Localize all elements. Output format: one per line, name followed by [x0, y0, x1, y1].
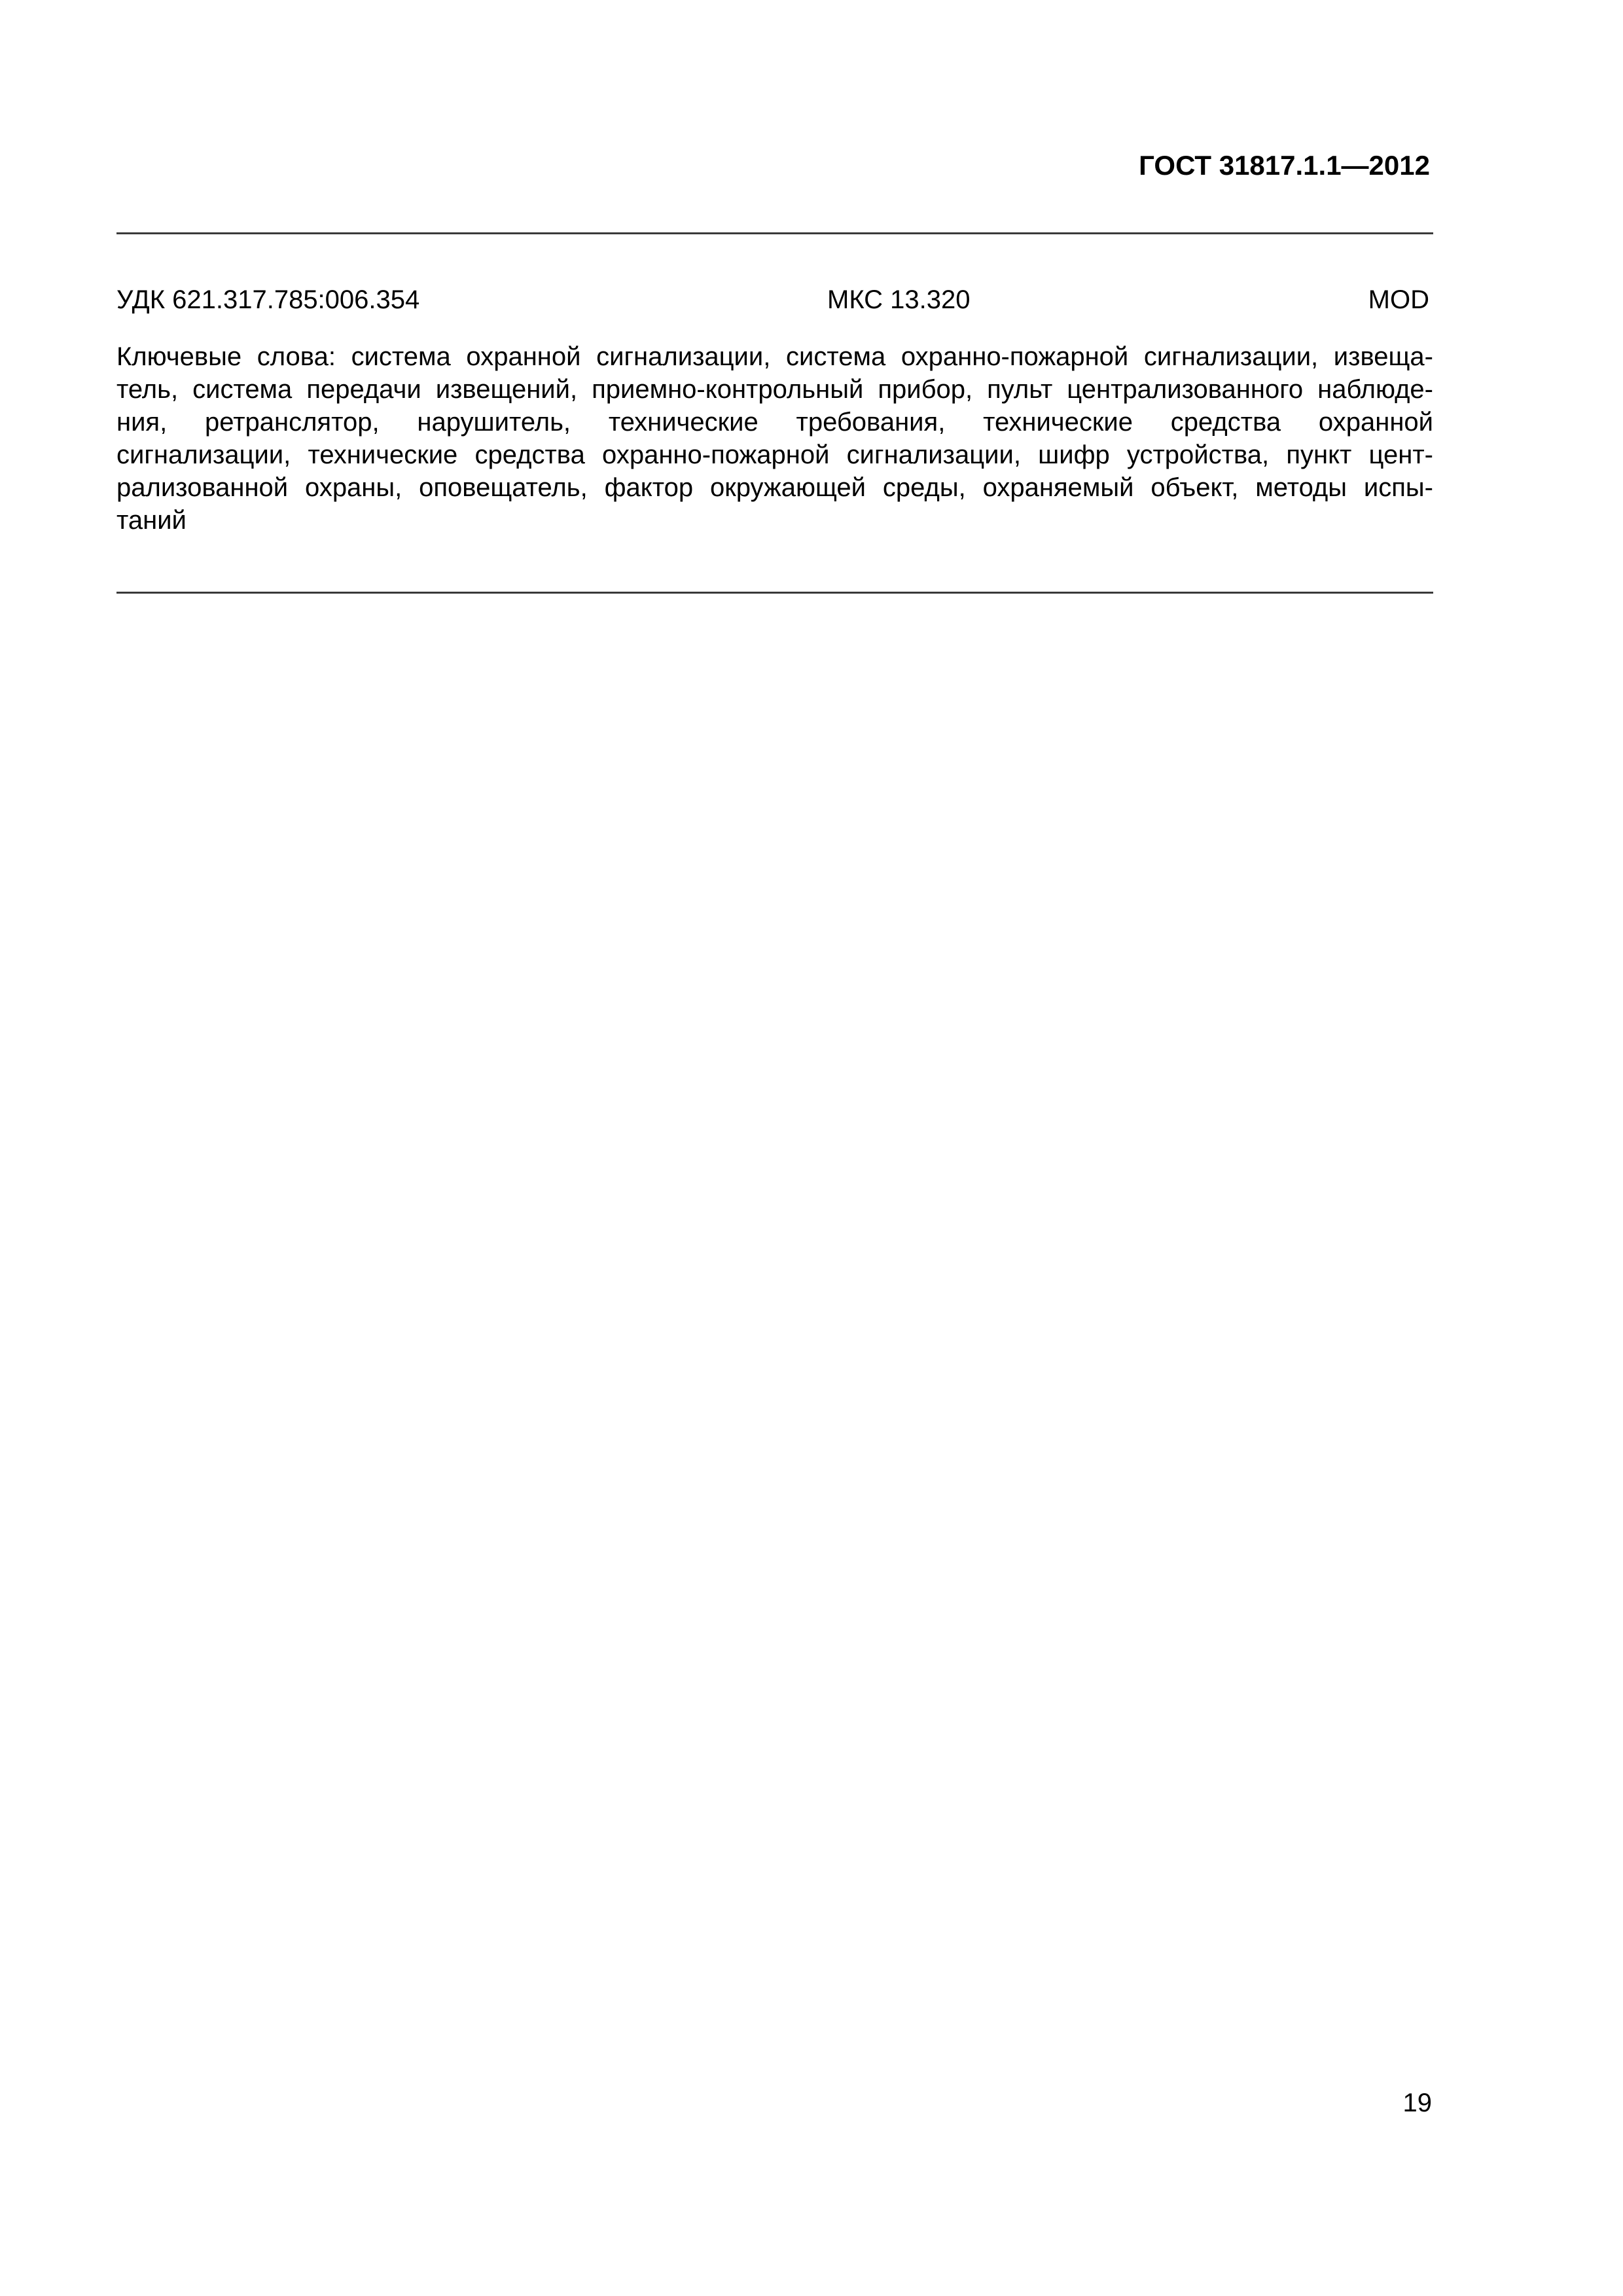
classification-row — [116, 283, 1433, 316]
keywords-line: Ключевые слова: система охранной сигнализации, система охранно-пожарной сигнализации, извеща- — [116, 342, 1433, 371]
keywords-paragraph — [116, 340, 1433, 537]
ics-code: МКС 13.320 — [827, 285, 971, 314]
page-number: 19 — [1402, 2089, 1432, 2117]
keywords-line: таний — [116, 506, 187, 535]
standard-number-header: ГОСТ 31817.1.1—2012 — [1139, 150, 1430, 181]
keywords-line: сигнализации, технические средства охранно-пожарной сигнализации, шифр устройства, пункт цент- — [116, 440, 1433, 469]
keywords-line: рализованной охраны, оповещатель, фактор окружающей среды, охраняемый объект, методы испы- — [116, 473, 1433, 502]
keywords-line: тель, система передачи извещений, приемно-контрольный прибор, пульт централизованного наблюде- — [116, 375, 1433, 404]
modification-mark: MOD — [1368, 285, 1429, 314]
keywords-line: ния, ретранслятор, нарушитель, технические требования, технические средства охранной — [116, 408, 1433, 437]
top-divider — [116, 232, 1433, 234]
udc-code: УДК 621.317.785:006.354 — [116, 285, 420, 314]
bottom-divider — [116, 592, 1433, 594]
